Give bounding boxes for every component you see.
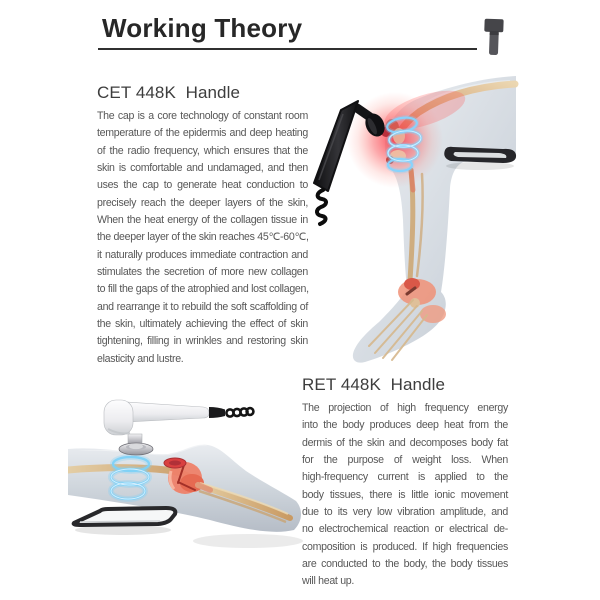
cable-boot <box>209 407 225 418</box>
paragraph-line: stimulates the secretion of more new collagen <box>97 266 308 279</box>
paragraph-line: high-frequency current is applied to the <box>302 471 508 484</box>
paragraph-line: The cap is a core technology of constant room <box>97 110 308 122</box>
seat-edge <box>444 147 516 170</box>
section-cet-handle <box>97 82 308 368</box>
paragraph-line: due to its very low vibration amplitude, and <box>302 506 508 519</box>
ret-heading: RET 448K Handle <box>302 375 446 394</box>
floor-shadow <box>193 534 303 548</box>
paragraph-line: uses the cap to generate heat conduction to <box>97 179 308 192</box>
paragraph-line: the deeper layer of the skin reaches 45℃-60℃, <box>97 231 309 244</box>
handle-barrel <box>126 402 209 422</box>
paragraph-line: the skin, ultimately achieving the effect of skin <box>97 318 308 331</box>
white-rf-handle <box>104 400 253 455</box>
paragraph-line: to fill the gaps of the atrophied and lost collagen, <box>97 283 309 296</box>
treatment-plate <box>74 508 176 535</box>
paragraph-line: elasticity and lustre. <box>97 352 184 365</box>
title-underline <box>98 48 477 50</box>
paragraph-line: no electrochemical reaction or electrical de- <box>302 523 508 536</box>
paragraph-line: The projection of high frequency energy <box>302 402 508 414</box>
section-ret-handle <box>302 374 508 591</box>
ret-paragraph <box>302 400 508 591</box>
paragraph-line: are conducted to the body, the body tissues <box>302 558 508 571</box>
spiral-cable <box>226 408 253 417</box>
paragraph-line: tightening, filling in wrinkles and restoring skin <box>97 335 308 348</box>
electrode-bolt-icon <box>481 17 507 61</box>
paragraph-line: temperature of the epidermis and deep heating <box>97 127 308 140</box>
paragraph-line: for the purpose of weight loss. When <box>302 454 508 467</box>
spiral-cable <box>317 190 326 224</box>
paragraph-line: and rearrange it to rebuild the soft scaffolding of <box>97 300 308 313</box>
paragraph-line: will heat up. <box>302 575 355 588</box>
paragraph-line: into the body produces deep heat from the <box>302 419 508 432</box>
paragraph-line: of the radio frequency, which ensures that the <box>97 144 308 157</box>
paragraph-line: precisely reach the deeper layers of the skin, <box>97 196 308 209</box>
page-title: Working Theory <box>102 13 303 43</box>
paragraph-line: it naturally produces immediate contraction and <box>97 248 308 261</box>
ret-thigh-illustration <box>68 383 308 578</box>
paragraph-line: dermis of the skin and decomposes body fat <box>302 436 508 449</box>
paragraph-line: composition is produced. If high frequencies <box>302 540 508 553</box>
cet-paragraph <box>97 108 308 368</box>
paragraph-line: skin is comfortable and undamaged, and then <box>97 162 308 175</box>
cet-knee-illustration <box>295 68 520 375</box>
paragraph-line: When the heat energy of the collagen tissue in <box>97 214 308 227</box>
cet-heading: CET 448K Handle <box>97 83 241 102</box>
paragraph-line: body tissues, there is little ionic movement <box>302 488 508 501</box>
